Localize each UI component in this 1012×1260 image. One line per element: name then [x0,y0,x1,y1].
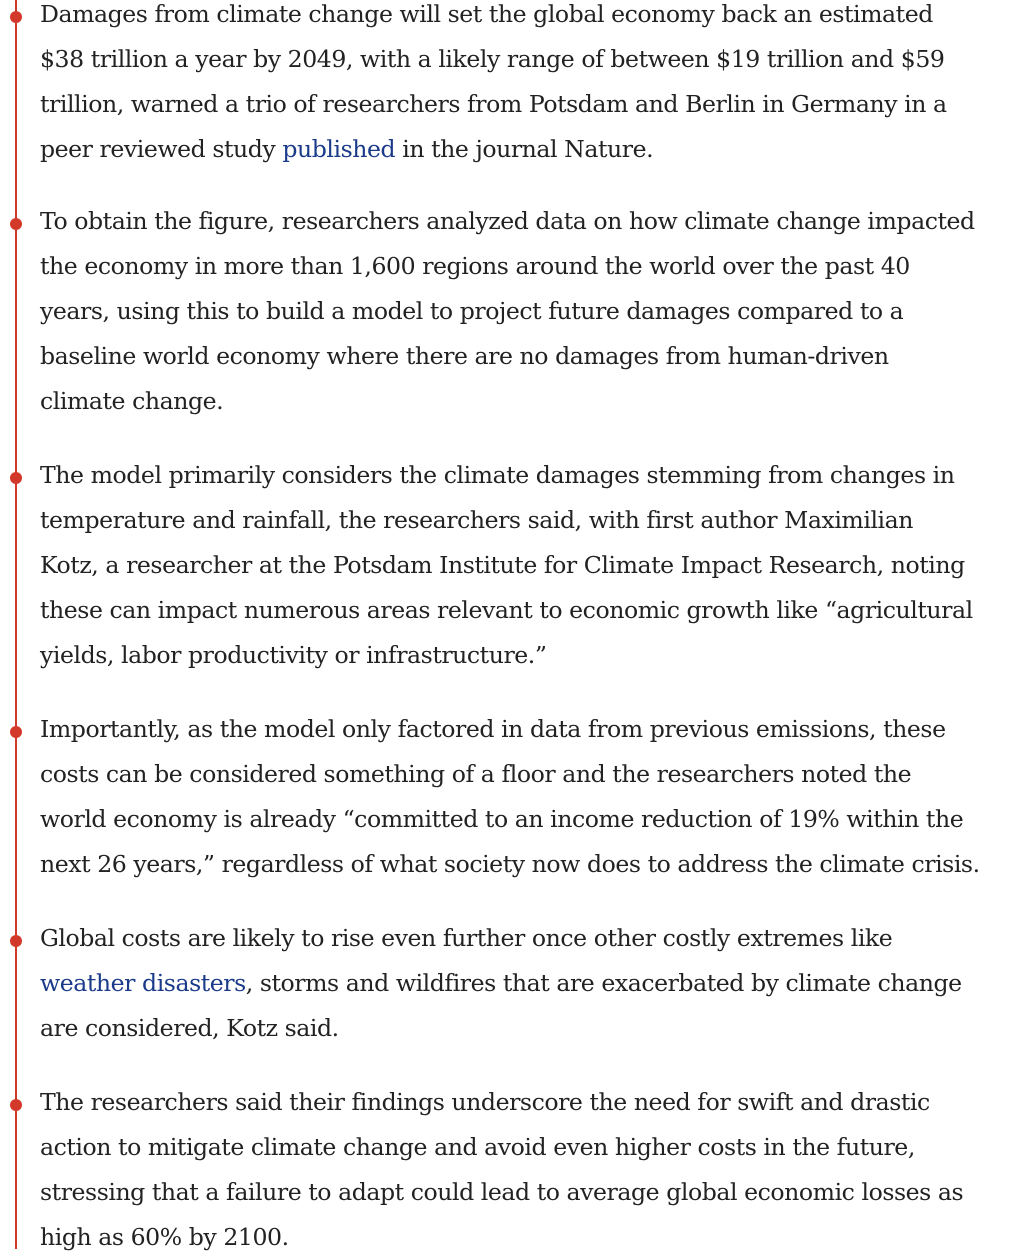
bullet-text-2 [40,199,1005,424]
text-line [40,127,1005,172]
text-line: The researchers said their findings underscore the need for swift and drastic [40,1088,930,1116]
text-line: temperature and rainfall, the researchers said, with first author Maximilian [40,506,913,534]
text-line: yields, labor productivity or infrastructure.” [40,641,547,669]
timeline-line [15,0,17,1249]
text-line: stressing that a failure to adapt could lead to average global economic losses as [40,1178,964,1206]
bullet-dot-icon [10,726,22,738]
bullet-dot-icon [10,218,22,230]
bullet-dot-icon [10,472,22,484]
text-line: next 26 years,” regardless of what society now does to address the climate crisis. [40,850,980,878]
text-line: The model primarily considers the climate damages stemming from changes in [40,461,955,489]
text-line: years, using this to build a model to project future damages compared to a [40,297,904,325]
text-line: Damages from climate change will set the global economy back an estimated [40,0,933,28]
text-line: high as 60% by 2100. [40,1223,289,1251]
bullet-dot-icon [10,11,22,23]
text-line: world economy is already “committed to an income reduction of 19% within the [40,805,964,833]
bullet-dot-icon [10,1099,22,1111]
bullet-text-1 [40,0,1005,172]
bullet-dot-icon [10,935,22,947]
text-line [40,961,1005,1006]
text-line: Kotz, a researcher at the Potsdam Institute for Climate Impact Research, noting [40,551,965,579]
text-line: costs can be considered something of a floor and the researchers noted the [40,760,912,788]
text-line: Importantly, as the model only factored in data from previous emissions, these [40,715,946,743]
bullet-text-5 [40,916,1005,1051]
text-line: Global costs are likely to rise even further once other costly extremes like [40,924,893,952]
bullet-text-4 [40,707,1005,887]
text-line: action to mitigate climate change and avoid even higher costs in the future, [40,1133,915,1161]
text-line: trillion, warned a trio of researchers from Potsdam and Berlin in Germany in a [40,90,947,118]
text-line: $38 trillion a year by 2049, with a likely range of between $19 trillion and $59 [40,45,945,73]
text-line: are considered, Kotz said. [40,1014,339,1042]
text-segment: in the journal Nature. [395,135,654,163]
text-line: climate change. [40,387,224,415]
text-line: the economy in more than 1,600 regions around the world over the past 40 [40,252,910,280]
text-line: baseline world economy where there are no damages from human-driven [40,342,889,370]
bullet-text-6 [40,1080,1005,1260]
weather-disasters-link[interactable]: weather disasters [40,969,246,997]
bullet-text-3 [40,453,1005,678]
published-link[interactable]: published [282,135,396,163]
text-line: To obtain the figure, researchers analyzed data on how climate change impacted [40,207,975,235]
text-segment: peer reviewed study [40,135,283,163]
text-line: these can impact numerous areas relevant to economic growth like “agricultural [40,596,973,624]
text-segment: , storms and wildfires that are exacerbated by climate change [245,969,962,997]
